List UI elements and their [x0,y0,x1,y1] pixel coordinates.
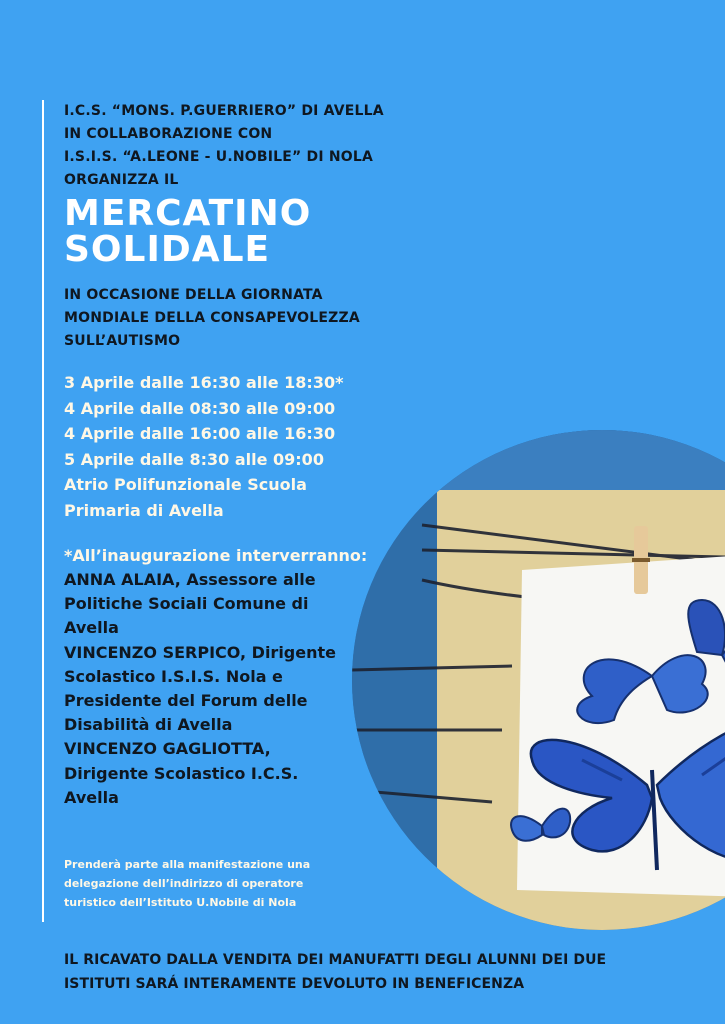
speaker-line: ANNA ALAIA, Assessore alle [64,570,316,589]
footer-line: IL RICAVATO DALLA VENDITA DEI MANUFATTI DEGLI ALUNNI DEI DUE [64,952,607,968]
speaker-line: Avella [64,787,119,807]
schedule-line: 3 Aprile dalle 16:30 alle 18:30* [64,373,344,392]
speakers-intro: *All’inaugurazione interverranno: [64,546,368,565]
header-line: I.S.I.S. “A.LEONE - U.NOBILE” DI NOLA [64,149,373,165]
organizers-header [64,100,384,192]
occasion-text [64,284,360,353]
venue-line: Atrio Polifunzionale Scuola [64,475,307,494]
speaker-line: VINCENZO GAGLIOTTA, [64,739,271,759]
schedule-line: 5 Aprile dalle 8:30 alle 09:00 [64,449,324,469]
schedule-list [64,370,343,523]
event-title-line: SOLIDALE [64,229,271,270]
speakers-list [64,568,336,810]
speaker-line: Avella [64,618,119,638]
header-line: I.C.S. “MONS. P.GUERRIERO” DI AVELLA [64,103,384,119]
delegation-line: Prenderà parte alla manifestazione una [64,858,311,871]
header-line: ORGANIZZA IL [64,172,179,188]
speaker-line: Dirigente Scolastico I.C.S. [64,763,299,783]
speaker-line: Scolastico I.S.I.S. Nola e [64,666,283,686]
occasion-line: IN OCCASIONE DELLA GIORNATA [64,287,323,303]
delegation-note [64,855,310,912]
butterfly-photo [352,430,725,930]
event-title-line: MERCATINO [64,193,312,234]
delegation-line: delegazione dell’indirizzo di operatore [64,877,304,890]
delegation-line: turistico dell’Istituto U.Nobile di Nola [64,896,297,909]
schedule-line: 4 Aprile dalle 16:00 alle 16:30 [64,424,336,443]
footer-line: ISTITUTI SARÁ INTERAMENTE DEVOLUTO IN BENEFICENZA [64,976,525,992]
occasion-line: MONDIALE DELLA CONSAPEVOLEZZA [64,310,360,326]
speaker-line: Presidente del Forum delle [64,691,308,711]
vertical-accent-line [42,100,44,922]
schedule-line: 4 Aprile dalle 08:30 alle 09:00 [64,398,336,418]
event-title [64,193,312,270]
occasion-line: SULL’AUTISMO [64,333,181,349]
venue-line: Primaria di Avella [64,500,224,520]
header-line: IN COLLABORAZIONE CON [64,126,273,142]
butterfly-photo-illustration [352,430,725,930]
speaker-line: Politiche Sociali Comune di [64,594,309,614]
speaker-line: Disabilità di Avella [64,715,233,735]
speaker-line: VINCENZO SERPICO, Dirigente [64,642,336,662]
charity-footer [64,948,606,996]
